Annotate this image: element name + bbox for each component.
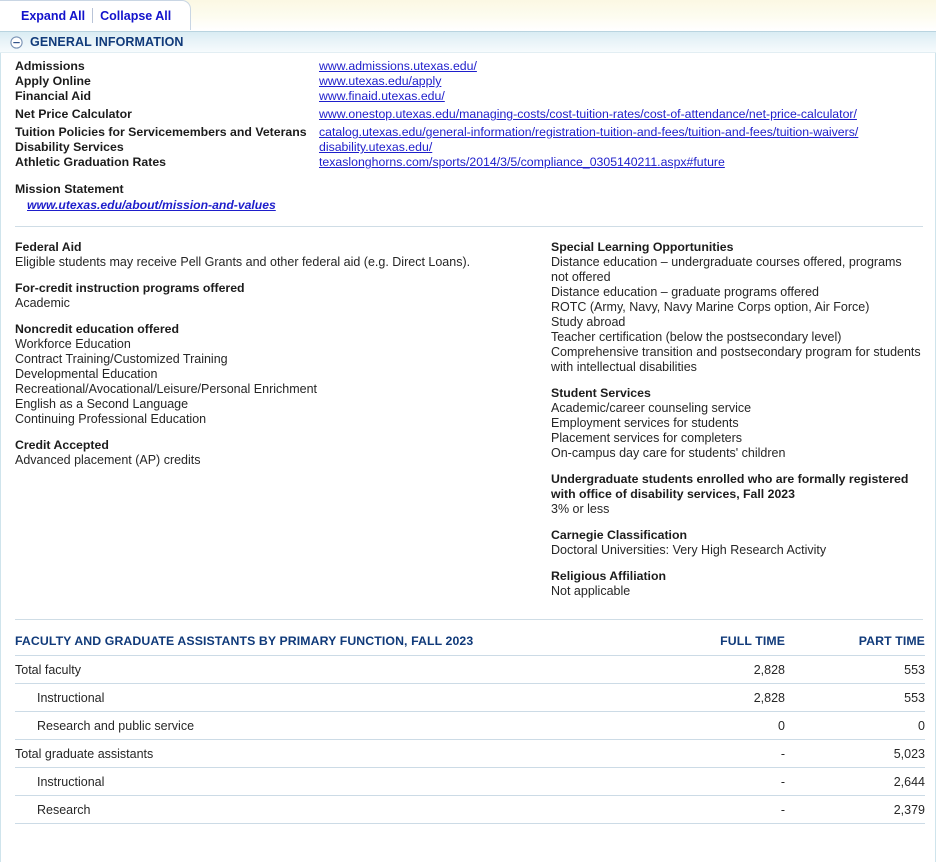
- expand-collapse-tab: [0, 0, 191, 30]
- block-item: Continuing Professional Education: [15, 412, 207, 426]
- row-full-time: 2,828: [635, 656, 785, 684]
- link-row: [1, 125, 935, 140]
- table-row: [15, 768, 925, 796]
- link-value: [319, 107, 935, 122]
- info-block: [551, 472, 921, 517]
- row-full-time: -: [635, 740, 785, 768]
- row-full-time: -: [635, 768, 785, 796]
- link-row: [1, 59, 935, 74]
- table-row: [15, 684, 925, 712]
- info-block: [551, 528, 921, 558]
- block-heading: For-credit instruction programs offered: [15, 281, 245, 295]
- row-label: Research: [15, 796, 635, 824]
- general-links-list: [1, 53, 935, 170]
- row-label: Research and public service: [15, 712, 635, 740]
- info-block: [15, 322, 539, 427]
- row-full-time: -: [635, 796, 785, 824]
- block-item: Study abroad: [551, 315, 626, 329]
- table-row: [15, 712, 925, 740]
- link-label: Athletic Graduation Rates: [15, 155, 167, 169]
- link-label: Financial Aid: [15, 89, 92, 103]
- expand-all-button[interactable]: Expand All: [21, 8, 86, 23]
- block-heading: Credit Accepted: [15, 438, 109, 452]
- section-header-general-information[interactable]: [0, 31, 936, 53]
- link-row: [1, 74, 935, 89]
- block-item: Developmental Education: [15, 367, 158, 381]
- link-value: [319, 125, 935, 140]
- left-column: [1, 240, 547, 610]
- link-row: [1, 89, 935, 104]
- external-link[interactable]: www.utexas.edu/apply: [319, 74, 442, 88]
- row-full-time: 2,828: [635, 684, 785, 712]
- external-link[interactable]: catalog.utexas.edu/general-information/registration-tuition-and-fees/tuition-and-fees/tuition-waivers/: [319, 125, 859, 139]
- external-link[interactable]: www.onestop.utexas.edu/managing-costs/cost-tuition-rates/cost-of-attendance/net-price-calculator/: [319, 107, 857, 121]
- block-heading: Student Services: [551, 386, 651, 400]
- column-header-part-time: PART TIME: [858, 634, 925, 648]
- row-part-time: 5,023: [785, 740, 925, 768]
- mission-statement-value: [15, 197, 935, 213]
- block-item: Contract Training/Customized Training: [15, 352, 228, 366]
- block-heading: Special Learning Opportunities: [551, 240, 734, 254]
- block-item: ROTC (Army, Navy, Navy Marine Corps option, Air Force): [551, 300, 870, 314]
- info-block: [551, 386, 921, 461]
- block-item: Distance education – graduate programs offered: [551, 285, 819, 299]
- table-row: [15, 656, 925, 684]
- block-item: Placement services for completers: [551, 431, 743, 445]
- faculty-table: [15, 634, 925, 824]
- external-link[interactable]: texaslonghorns.com/sports/2014/3/5/compliance_0305140211.aspx#future: [319, 155, 725, 169]
- block-heading: Carnegie Classification: [551, 528, 687, 542]
- row-part-time: 2,379: [785, 796, 925, 824]
- row-label: Total graduate assistants: [15, 740, 635, 768]
- block-item: Advanced placement (AP) credits: [15, 453, 201, 467]
- link-row: [1, 140, 935, 155]
- block-item: Academic: [15, 296, 70, 310]
- row-part-time: 0: [785, 712, 925, 740]
- block-item: Doctoral Universities: Very High Research Activity: [551, 543, 827, 557]
- link-label: Disability Services: [15, 140, 124, 154]
- row-label: Instructional: [15, 684, 635, 712]
- mission-statement-link[interactable]: www.utexas.edu/about/mission-and-values: [27, 198, 276, 212]
- row-full-time: 0: [635, 712, 785, 740]
- block-heading: Noncredit education offered: [15, 322, 179, 336]
- block-item: Workforce Education: [15, 337, 131, 351]
- info-block: [15, 281, 539, 311]
- link-label: Admissions: [15, 59, 85, 73]
- link-value: [319, 155, 935, 170]
- info-block: [551, 240, 921, 375]
- link-label: Net Price Calculator: [15, 107, 132, 121]
- link-label: Apply Online: [15, 74, 91, 88]
- block-heading: Federal Aid: [15, 240, 82, 254]
- row-label: Total faculty: [15, 656, 635, 684]
- block-item: Academic/career counseling service: [551, 401, 752, 415]
- row-part-time: 2,644: [785, 768, 925, 796]
- section-body: [0, 53, 936, 862]
- row-part-time: 553: [785, 684, 925, 712]
- info-block: [551, 569, 921, 599]
- info-columns: [1, 227, 935, 610]
- block-item: English as a Second Language: [15, 397, 189, 411]
- link-value: [319, 59, 935, 74]
- link-value: [319, 89, 935, 104]
- block-item: Not applicable: [551, 584, 631, 598]
- block-item: Comprehensive transition and postsecondary program for students with intellectual disabilities: [551, 345, 921, 374]
- block-heading: Undergraduate students enrolled who are formally registered with office of disability services, Fall 2023: [551, 472, 909, 501]
- table-top-rule: [15, 619, 923, 620]
- link-row: [1, 107, 935, 122]
- block-item: Teacher certification (below the postsecondary level): [551, 330, 842, 344]
- row-part-time: 553: [785, 656, 925, 684]
- table-header-row: [15, 634, 925, 656]
- link-label: Tuition Policies for Servicemembers and Veterans: [15, 125, 307, 139]
- mission-statement-label: Mission Statement: [15, 182, 124, 196]
- table-title: FACULTY AND GRADUATE ASSISTANTS BY PRIMARY FUNCTION, FALL 2023: [15, 634, 474, 648]
- section-title: GENERAL INFORMATION: [30, 35, 184, 49]
- column-header-full-time: FULL TIME: [720, 634, 785, 648]
- block-item: Recreational/Avocational/Leisure/Personal Enrichment: [15, 382, 318, 396]
- link-value: [319, 74, 935, 89]
- block-heading: Religious Affiliation: [551, 569, 666, 583]
- faculty-table-wrap: [1, 619, 935, 824]
- info-block: [15, 240, 539, 270]
- table-row: [15, 740, 925, 768]
- table-row: [15, 796, 925, 824]
- info-block: [15, 438, 539, 468]
- external-link[interactable]: disability.utexas.edu/: [319, 140, 433, 154]
- block-item: Eligible students may receive Pell Grants and other federal aid (e.g. Direct Loans).: [15, 255, 471, 269]
- collapse-all-button[interactable]: Collapse All: [100, 8, 172, 23]
- external-link[interactable]: www.admissions.utexas.edu/: [319, 59, 477, 73]
- block-item: Employment services for students: [551, 416, 739, 430]
- row-label: Instructional: [15, 768, 635, 796]
- link-value: [319, 140, 935, 155]
- external-link[interactable]: www.finaid.utexas.edu/: [319, 89, 445, 103]
- right-column: [547, 240, 935, 610]
- link-row: [1, 155, 935, 170]
- block-item: On-campus day care for students' children: [551, 446, 786, 460]
- block-item: 3% or less: [551, 502, 610, 516]
- top-strip: [0, 0, 936, 31]
- mission-statement-block: [1, 170, 935, 213]
- block-item: Distance education – undergraduate courses offered, programs not offered: [551, 255, 902, 284]
- circle-minus-icon[interactable]: [10, 36, 23, 49]
